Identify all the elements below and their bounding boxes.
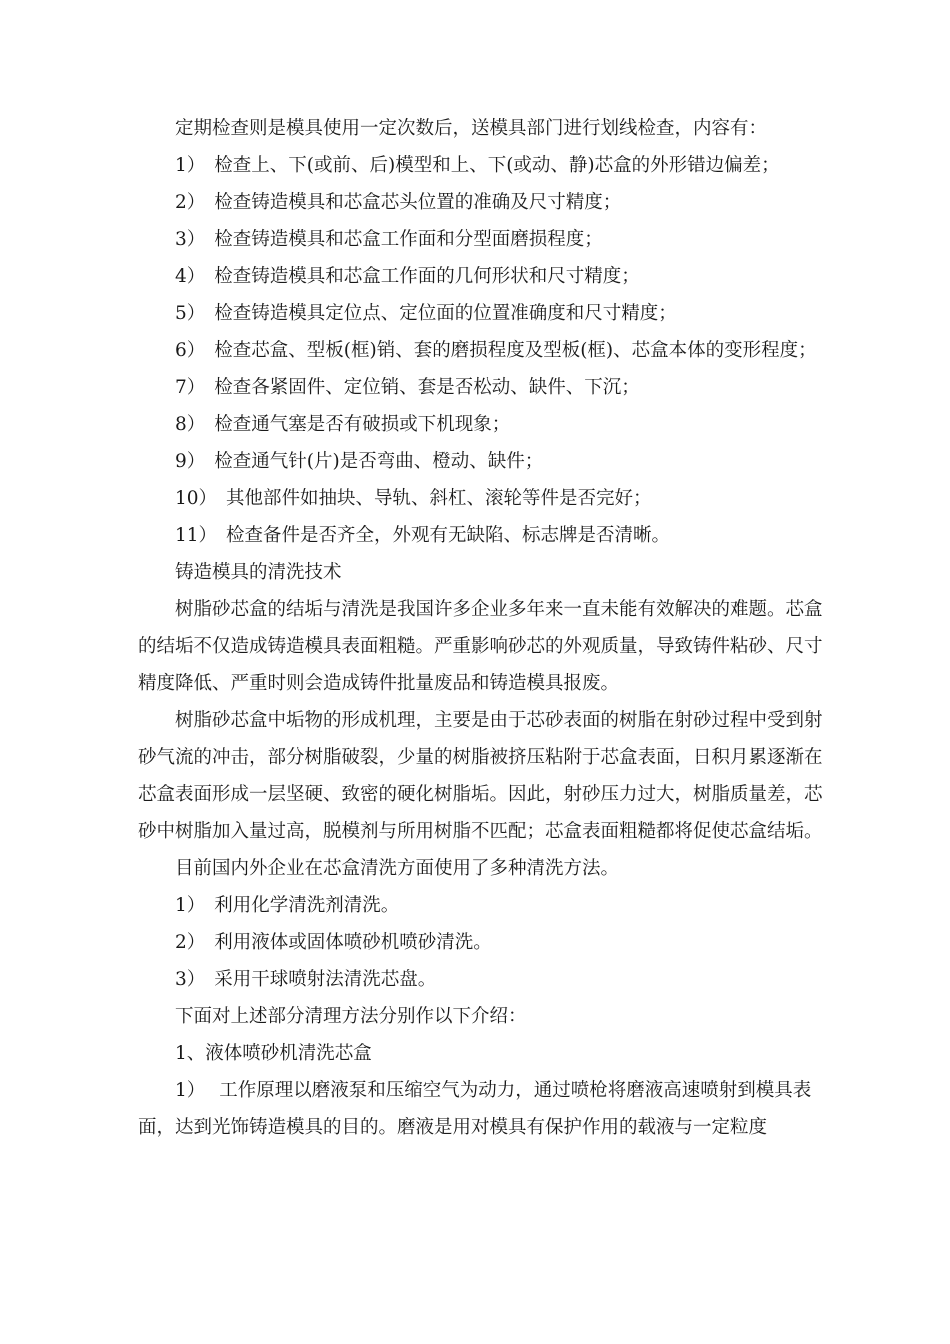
paragraph-working-principle — [138, 1072, 828, 1146]
paragraph-text: 工作原理以磨液泵和压缩空气为动力，通过喷枪将磨液高速喷射到模具表面，达到光饰铸造模具的目的。磨液是用对模具有保护作用的载液与一定粒度 — [138, 1080, 812, 1138]
item-text: 检查上、下(或前、后)模型和上、下(或动、静)芯盒的外形错边偏差； — [214, 155, 780, 176]
item-text: 检查铸造模具和芯盒工作面的几何形状和尺寸精度； — [214, 266, 640, 287]
checklist-item — [138, 406, 828, 443]
subheading: 1、液体喷砂机清洗芯盒 — [175, 1043, 372, 1064]
item-number: 10） — [175, 488, 218, 509]
item-text: 采用干球喷射法清洗芯盘。 — [214, 969, 437, 990]
item-number: 6） — [175, 340, 206, 361]
item-text: 检查通气针(片)是否弯曲、橙动、缺件； — [214, 451, 544, 472]
item-number: 3） — [175, 969, 206, 990]
checklist-item — [138, 295, 828, 332]
item-number: 1） — [175, 895, 206, 916]
item-text: 检查芯盒、型板(框)销、套的磨损程度及型板(框)、芯盒本体的变形程度； — [214, 340, 817, 361]
paragraph-intro-below: 下面对上述部分清理方法分别作以下介绍： — [175, 1006, 527, 1027]
checklist-item — [138, 221, 828, 258]
item-text: 利用液体或固体喷砂机喷砂清洗。 — [214, 932, 492, 953]
item-number: 1） — [175, 155, 206, 176]
item-text: 检查各紧固件、定位销、套是否松动、缺件、下沉； — [214, 377, 640, 398]
item-text: 检查通气塞是否有破损或下机现象； — [214, 414, 511, 435]
checklist-item — [138, 480, 828, 517]
checklist-item — [138, 517, 828, 554]
item-number: 5） — [175, 303, 206, 324]
checklist-item — [138, 147, 828, 184]
item-number: 11） — [175, 525, 218, 546]
checklist-item — [138, 332, 828, 369]
intro-paragraph: 定期检查则是模具使用一定次数后，送模具部门进行划线检查，内容有： — [175, 118, 768, 139]
method-item — [138, 887, 828, 924]
item-text: 检查备件是否齐全，外观有无缺陷、标志牌是否清晰。 — [226, 525, 671, 546]
item-number: 9） — [175, 451, 206, 472]
item-number: 3） — [175, 229, 206, 250]
item-number: 4） — [175, 266, 206, 287]
method-item — [138, 961, 828, 998]
item-number: 8） — [175, 414, 206, 435]
item-text: 检查铸造模具和芯盒芯头位置的准确及尺寸精度； — [214, 192, 622, 213]
item-text: 利用化学清洗剂清洗。 — [214, 895, 400, 916]
item-number: 1） — [175, 1080, 206, 1101]
cleaning-methods-list — [138, 887, 828, 998]
item-text: 检查铸造模具和芯盒工作面和分型面磨损程度； — [214, 229, 603, 250]
item-text: 其他部件如抽块、导轨、斜杠、滚轮等件是否完好； — [226, 488, 652, 509]
paragraph-scaling: 树脂砂芯盒的结垢与清洗是我国许多企业多年来一直未能有效解决的难题。芯盒的结垢不仅造成铸造模具表面粗糙。严重影响砂芯的外观质量，导致铸件粘砂、尺寸精度降低、严重时则会造成铸件批量废品和铸造模具报废。 — [138, 599, 823, 694]
method-item — [138, 924, 828, 961]
checklist-item — [138, 443, 828, 480]
checklist-item — [138, 258, 828, 295]
item-number: 7） — [175, 377, 206, 398]
document-body — [138, 110, 828, 1146]
section-title: 铸造模具的清洗技术 — [175, 562, 342, 583]
item-text: 检查铸造模具定位点、定位面的位置准确度和尺寸精度； — [214, 303, 677, 324]
checklist-item — [138, 369, 828, 406]
item-number: 2） — [175, 192, 206, 213]
item-number: 2） — [175, 932, 206, 953]
inspection-checklist — [138, 147, 828, 554]
paragraph-methods-intro: 目前国内外企业在芯盒清洗方面使用了多种清洗方法。 — [175, 858, 620, 879]
checklist-item — [138, 184, 828, 221]
paragraph-mechanism: 树脂砂芯盒中垢物的形成机理，主要是由于芯砂表面的树脂在射砂过程中受到射砂气流的冲击，部分树脂破裂，少量的树脂被挤压粘附于芯盒表面，日积月累逐渐在芯盒表面形成一层坚硬、致密的硬化树脂垢。因此，射砂压力过大，树脂质量差，芯砂中树脂加入量过高，脱模剂与所用树脂不匹配；芯盒表面粗糙都将促使芯盒结垢。 — [138, 710, 823, 842]
